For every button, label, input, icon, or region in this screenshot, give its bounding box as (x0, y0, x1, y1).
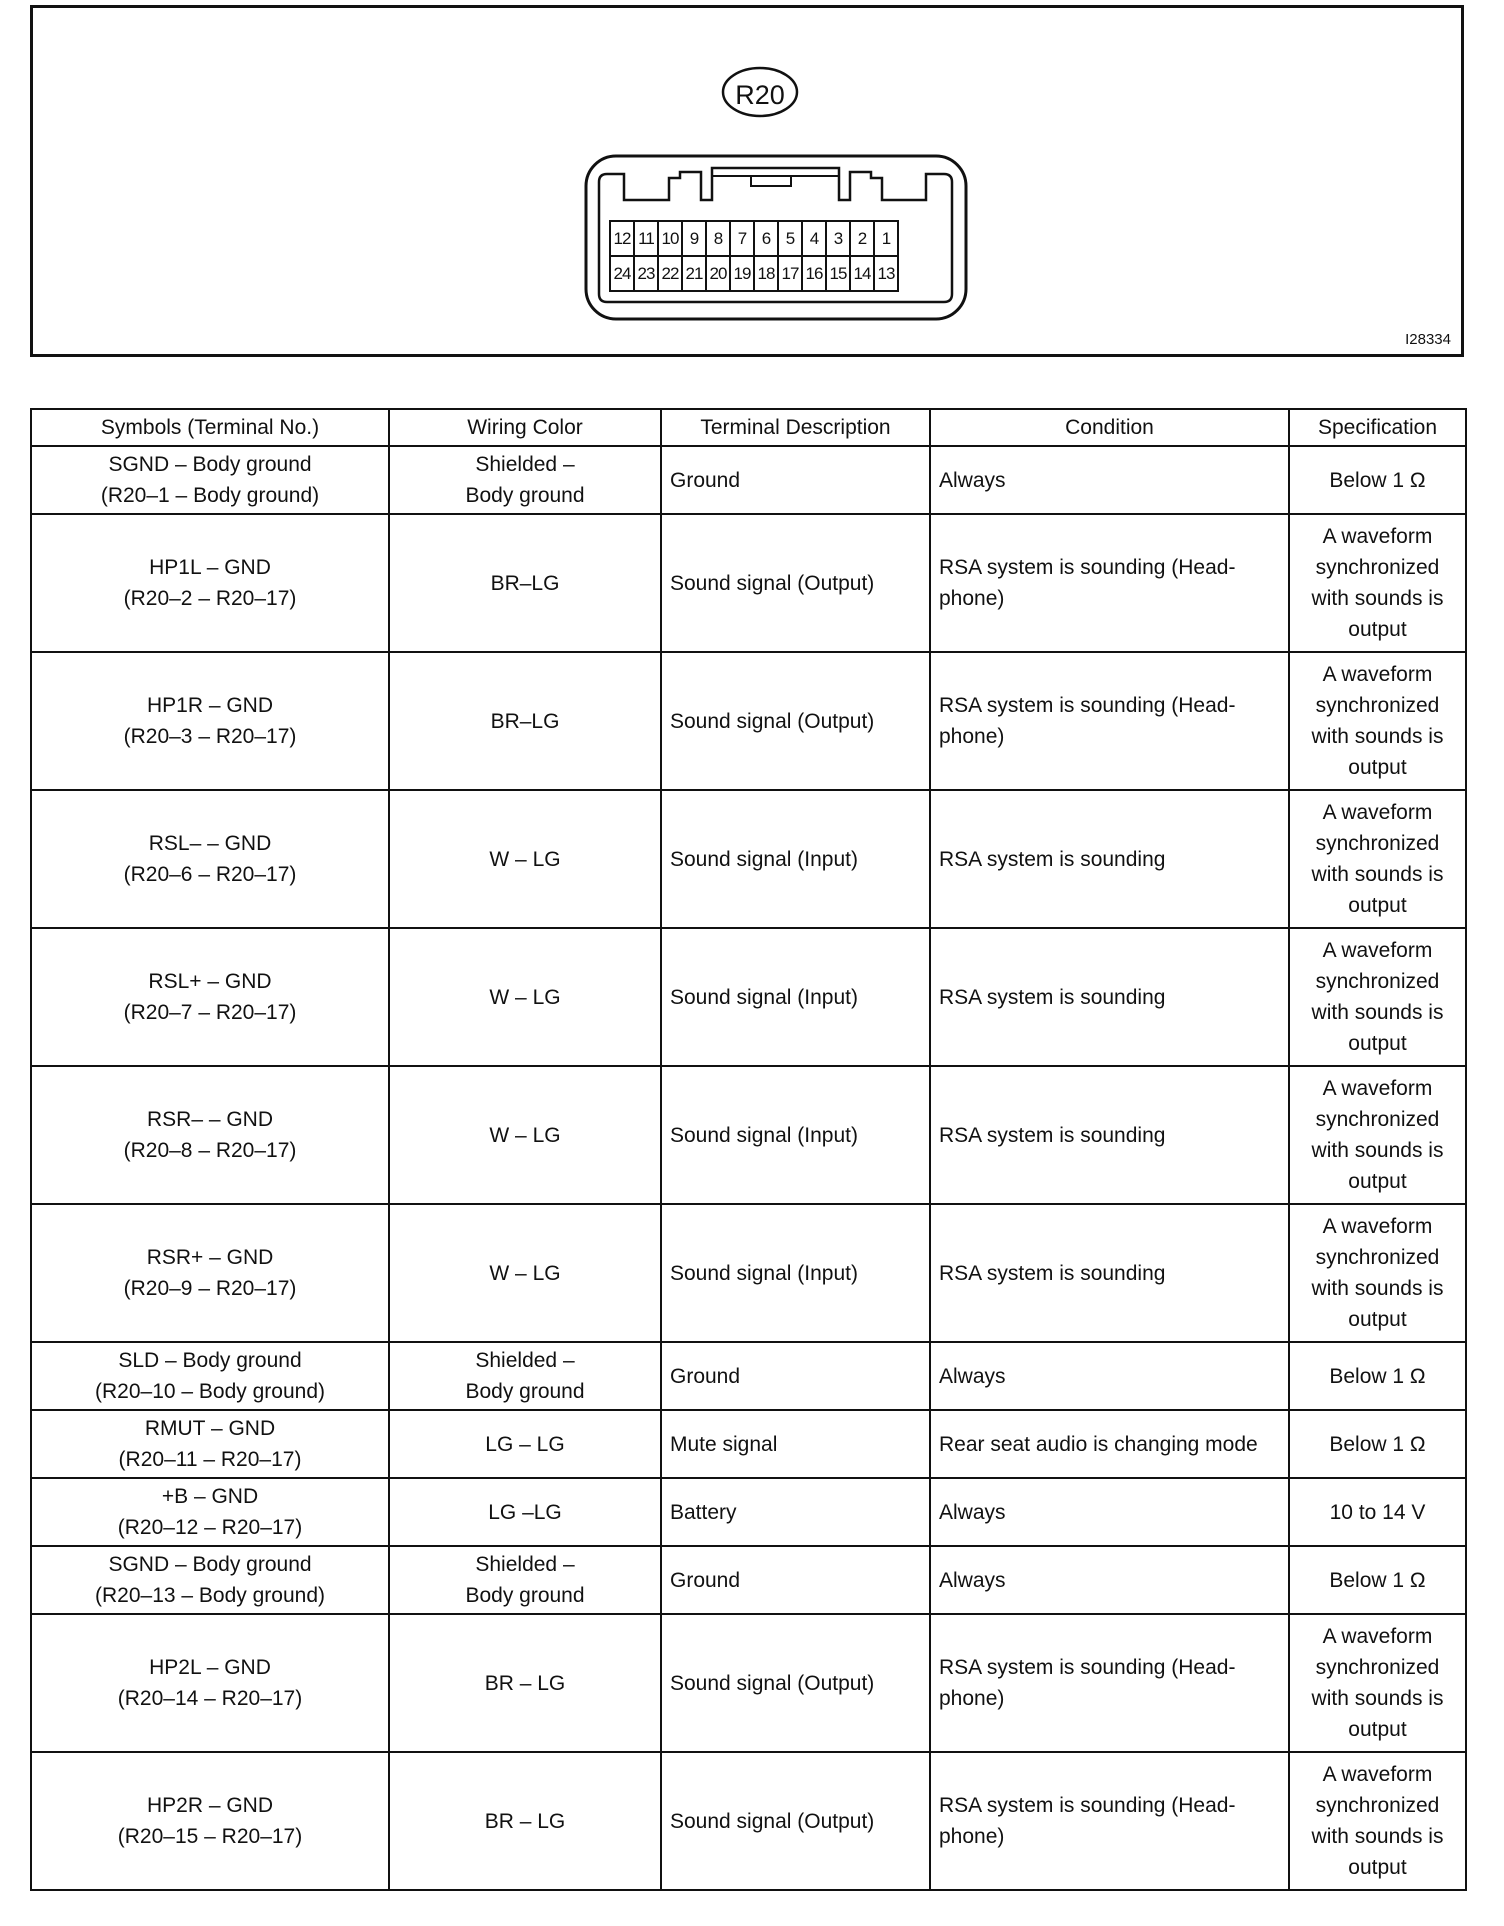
wire-text: BR – LG (484, 1809, 566, 1833)
symbol-text: RSL– – GND (148, 832, 272, 855)
symbol-text: SGND – Body ground (108, 1553, 312, 1576)
pin-cell: 13 (874, 256, 898, 291)
figure-id: I28334 (1405, 331, 1451, 348)
terminal-text: (R20–13 – Body ground) (95, 1584, 325, 1607)
wire-text: BR–LG (490, 571, 560, 595)
cell-symbol (31, 1478, 389, 1546)
cell-wiring-color (389, 1478, 661, 1546)
pin-cell: 22 (658, 256, 682, 291)
cell-description: Sound signal (Output) (661, 1614, 930, 1752)
cell-condition: Always (930, 1546, 1289, 1614)
cell-description: Ground (661, 1546, 930, 1614)
cell-description: Sound signal (Output) (661, 652, 930, 790)
symbol-text: SLD – Body ground (118, 1349, 302, 1372)
cell-condition: RSA system is sounding (Head- phone) (930, 1614, 1289, 1752)
terminal-spec-table (30, 408, 1467, 1891)
wire-text-2: Body ground (465, 1380, 585, 1403)
wire-text: Shielded – (475, 1349, 575, 1372)
pin-cell: 18 (754, 256, 778, 291)
header-symbols: Symbols (Terminal No.) (31, 409, 389, 446)
wire-text: LG – LG (485, 1432, 565, 1456)
cell-description: Sound signal (Output) (661, 514, 930, 652)
connector-figure (30, 5, 1464, 357)
pin-cell: 15 (826, 256, 850, 291)
pin-cell: 16 (802, 256, 826, 291)
cell-wiring-color (389, 1546, 661, 1614)
cell-wiring-color (389, 1752, 661, 1890)
cell-specification: A waveform synchronized with sounds is output (1289, 1204, 1466, 1342)
cell-condition: Rear seat audio is changing mode (930, 1410, 1289, 1478)
table-row (31, 1614, 1466, 1752)
cell-wiring-color (389, 1410, 661, 1478)
cell-description: Ground (661, 1342, 930, 1410)
cell-symbol (31, 1752, 389, 1890)
cell-symbol (31, 790, 389, 928)
pin-cell: 14 (850, 256, 874, 291)
symbol-text: RSL+ – GND (148, 970, 272, 993)
cell-symbol (31, 1546, 389, 1614)
symbol-text: SGND – Body ground (108, 453, 312, 476)
pin-cell: 1 (874, 221, 898, 256)
cell-wiring-color (389, 446, 661, 514)
cell-condition: RSA system is sounding (930, 1204, 1289, 1342)
table-row (31, 1342, 1466, 1410)
terminal-text: (R20–11 – R20–17) (118, 1448, 302, 1471)
wire-text: LG –LG (488, 1500, 562, 1524)
cell-specification: Below 1 Ω (1289, 1546, 1466, 1614)
symbol-text: HP1R – GND (146, 694, 274, 717)
symbol-text: HP2R – GND (146, 1794, 274, 1817)
cell-specification: 10 to 14 V (1289, 1478, 1466, 1546)
pin-cell: 24 (610, 256, 634, 291)
wire-text-2: Body ground (465, 1584, 585, 1607)
cell-symbol (31, 1342, 389, 1410)
header-wiring-color: Wiring Color (389, 409, 661, 446)
cell-specification: A waveform synchronized with sounds is output (1289, 1066, 1466, 1204)
pin-cell: 23 (634, 256, 658, 291)
table-row (31, 446, 1466, 514)
cell-specification: A waveform synchronized with sounds is output (1289, 1752, 1466, 1890)
terminal-text: (R20–10 – Body ground) (95, 1380, 325, 1403)
cell-specification: Below 1 Ω (1289, 446, 1466, 514)
table-header-row (31, 409, 1466, 446)
cell-symbol (31, 514, 389, 652)
table-row (31, 1752, 1466, 1890)
pin-cell: 9 (682, 221, 706, 256)
terminal-text: (R20–12 – R20–17) (117, 1516, 303, 1539)
table-row (31, 514, 1466, 652)
wire-text: Shielded – (475, 453, 575, 476)
cell-condition: Always (930, 1342, 1289, 1410)
terminal-text: (R20–15 – R20–17) (117, 1825, 303, 1848)
table-row (31, 1546, 1466, 1614)
cell-wiring-color (389, 1614, 661, 1752)
cell-condition: RSA system is sounding (Head- phone) (930, 1752, 1289, 1890)
pin-cell: 12 (610, 221, 634, 256)
pin-cell: 6 (754, 221, 778, 256)
terminal-text: (R20–8 – R20–17) (123, 1139, 297, 1162)
cell-description: Mute signal (661, 1410, 930, 1478)
symbol-text: RSR+ – GND (146, 1246, 274, 1269)
cell-specification: A waveform synchronized with sounds is output (1289, 652, 1466, 790)
cell-symbol (31, 1614, 389, 1752)
cell-condition: RSA system is sounding (Head- phone) (930, 514, 1289, 652)
cell-description: Sound signal (Input) (661, 928, 930, 1066)
cell-wiring-color (389, 514, 661, 652)
cell-symbol (31, 1204, 389, 1342)
cell-specification: A waveform synchronized with sounds is output (1289, 514, 1466, 652)
cell-symbol (31, 652, 389, 790)
symbol-text: +B – GND (161, 1485, 259, 1508)
wire-text: W – LG (489, 1261, 561, 1285)
pin-cell: 21 (682, 256, 706, 291)
header-specification: Specification (1289, 409, 1466, 446)
cell-condition: Always (930, 446, 1289, 514)
wire-text: W – LG (489, 985, 561, 1009)
table-row (31, 790, 1466, 928)
cell-wiring-color (389, 1204, 661, 1342)
table-row (31, 1478, 1466, 1546)
pin-cell: 19 (730, 256, 754, 291)
cell-symbol (31, 1066, 389, 1204)
header-condition: Condition (930, 409, 1289, 446)
terminal-text: (R20–9 – R20–17) (123, 1277, 297, 1300)
pin-cell: 3 (826, 221, 850, 256)
pin-cell: 10 (658, 221, 682, 256)
pin-cell: 4 (802, 221, 826, 256)
cell-description: Sound signal (Input) (661, 1066, 930, 1204)
pin-cell: 2 (850, 221, 874, 256)
connector-label: R20 (735, 80, 785, 110)
symbol-text: HP1L – GND (149, 556, 271, 579)
pin-cell: 8 (706, 221, 730, 256)
cell-specification: A waveform synchronized with sounds is output (1289, 1614, 1466, 1752)
cell-condition: RSA system is sounding (930, 790, 1289, 928)
cell-wiring-color (389, 1342, 661, 1410)
cell-description: Ground (661, 446, 930, 514)
wire-text: Shielded – (475, 1553, 575, 1576)
terminal-text: (R20–7 – R20–17) (123, 1001, 297, 1024)
pin-cell: 7 (730, 221, 754, 256)
cell-condition: RSA system is sounding (930, 1066, 1289, 1204)
cell-description: Sound signal (Input) (661, 1204, 930, 1342)
table-row (31, 1410, 1466, 1478)
pin-row-top (610, 221, 898, 256)
wire-text: W – LG (489, 847, 561, 871)
terminal-text: (R20–6 – R20–17) (123, 863, 297, 886)
terminal-text: (R20–2 – R20–17) (123, 587, 297, 610)
terminal-text: (R20–14 – R20–17) (117, 1687, 303, 1710)
cell-specification: Below 1 Ω (1289, 1342, 1466, 1410)
wire-text: W – LG (489, 1123, 561, 1147)
cell-symbol (31, 1410, 389, 1478)
table-row (31, 1066, 1466, 1204)
cell-wiring-color (389, 790, 661, 928)
pin-cell: 11 (634, 221, 658, 256)
cell-wiring-color (389, 928, 661, 1066)
cell-condition: RSA system is sounding (Head- phone) (930, 652, 1289, 790)
cell-specification: A waveform synchronized with sounds is output (1289, 790, 1466, 928)
table-row (31, 652, 1466, 790)
cell-condition: RSA system is sounding (930, 928, 1289, 1066)
cell-wiring-color (389, 1066, 661, 1204)
symbol-text: HP2L – GND (149, 1656, 271, 1679)
cell-symbol (31, 446, 389, 514)
connector-pin-grid (609, 220, 899, 292)
cell-wiring-color (389, 652, 661, 790)
pin-cell: 17 (778, 256, 802, 291)
pin-cell: 20 (706, 256, 730, 291)
symbol-text: RSR– – GND (146, 1108, 274, 1131)
header-terminal-description: Terminal Description (661, 409, 930, 446)
cell-specification: A waveform synchronized with sounds is output (1289, 928, 1466, 1066)
cell-description: Sound signal (Input) (661, 790, 930, 928)
terminal-text: (R20–1 – Body ground) (100, 484, 320, 507)
wire-text: BR–LG (490, 709, 560, 733)
connector-outline-drawing (33, 8, 1461, 354)
cell-symbol (31, 928, 389, 1066)
table-row (31, 928, 1466, 1066)
symbol-text: RMUT – GND (144, 1417, 276, 1440)
table-row (31, 1204, 1466, 1342)
cell-description: Battery (661, 1478, 930, 1546)
pin-cell: 5 (778, 221, 802, 256)
pin-row-bottom (610, 256, 898, 291)
wire-text-2: Body ground (465, 484, 585, 507)
wire-text: BR – LG (484, 1671, 566, 1695)
cell-condition: Always (930, 1478, 1289, 1546)
cell-description: Sound signal (Output) (661, 1752, 930, 1890)
terminal-text: (R20–3 – R20–17) (123, 725, 297, 748)
cell-specification: Below 1 Ω (1289, 1410, 1466, 1478)
